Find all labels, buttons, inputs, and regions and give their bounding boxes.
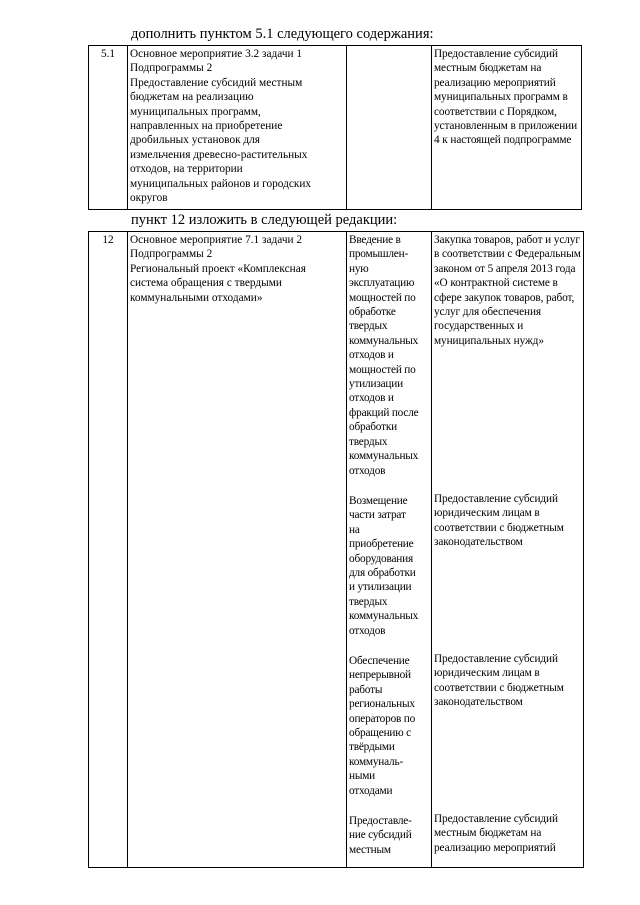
text-line: Основное мероприятие 3.2 задачи 1 bbox=[130, 48, 303, 60]
text-line: коммунальных bbox=[349, 610, 419, 623]
text-line: региональных bbox=[349, 698, 415, 711]
text-line: муниципальных программ, bbox=[130, 105, 261, 118]
text-line: юридическим лицам в bbox=[434, 667, 540, 680]
mechanism-block-3 bbox=[434, 652, 581, 812]
text-line: муниципальных программ в bbox=[434, 91, 568, 104]
text-line: 4 к настоящей подпрограмме bbox=[434, 134, 572, 147]
text-line: фракций после bbox=[349, 406, 419, 419]
text-line: соответствии с бюджетным bbox=[434, 521, 564, 534]
text-line: государственных и bbox=[434, 320, 524, 333]
text-line: отходов, на территории bbox=[130, 163, 243, 176]
row-5-1-activity bbox=[128, 46, 347, 210]
text-line: обработки bbox=[349, 421, 397, 434]
text-line: сфере закупок товаров, работ, bbox=[434, 291, 575, 304]
text-line: на bbox=[349, 523, 360, 536]
text-line: отходов bbox=[349, 624, 386, 637]
row-12-mechanism-column bbox=[432, 232, 584, 868]
text-line: Основное мероприятие 7.1 задачи 2 bbox=[130, 234, 303, 246]
text-line: твердых bbox=[349, 320, 388, 333]
text-line: утилизации bbox=[349, 378, 403, 391]
result-block-1 bbox=[349, 233, 429, 478]
text-line: промышлен- bbox=[349, 248, 409, 261]
text-line: соответствии с бюджетным bbox=[434, 681, 564, 694]
text-line: коммунальными отходами» bbox=[130, 291, 263, 304]
row-number-5-1: 5.1 bbox=[89, 46, 128, 210]
text-line: местным bbox=[349, 843, 391, 856]
intro-text-12: пункт 12 изложить в следующей редакции: bbox=[131, 212, 398, 228]
text-line: Обеспечение bbox=[349, 654, 410, 667]
text-line: для обработки bbox=[349, 566, 416, 579]
text-line: отходов и bbox=[349, 349, 394, 362]
mechanism-block-1 bbox=[434, 233, 581, 492]
text-line: юридическим лицам в bbox=[434, 507, 540, 520]
text-line: мощностей по bbox=[349, 363, 416, 376]
text-line: обработке bbox=[349, 306, 396, 319]
text-line: измельчения древесно-растительных bbox=[130, 148, 308, 161]
table-row bbox=[89, 232, 584, 868]
text-line: и утилизации bbox=[349, 581, 412, 594]
mechanism-block-2 bbox=[434, 492, 581, 652]
text-line: законодательством bbox=[434, 696, 523, 709]
result-block-4 bbox=[349, 814, 429, 857]
text-line: коммунальных bbox=[349, 334, 419, 347]
text-line: Предоставление субсидий bbox=[434, 493, 558, 505]
text-line: муниципальных нужд» bbox=[434, 334, 544, 347]
text-line: Подпрограммы 2 bbox=[130, 62, 213, 75]
text-line: части затрат bbox=[349, 509, 406, 522]
text-line: коммуналь- bbox=[349, 755, 404, 768]
text-line: операторов по bbox=[349, 712, 416, 725]
text-line: ние субсидий bbox=[349, 829, 412, 842]
text-line: система обращения с твердыми bbox=[130, 277, 282, 290]
text-line: ными bbox=[349, 770, 376, 783]
mechanism-block-4 bbox=[434, 812, 581, 855]
row-5-1-mechanism bbox=[432, 46, 582, 210]
text-line: реализацию мероприятий bbox=[434, 841, 556, 854]
text-line: оборудования bbox=[349, 552, 413, 565]
row-12-result-column bbox=[347, 232, 432, 868]
text-line: непрерывной bbox=[349, 669, 411, 682]
text-line: округов bbox=[130, 192, 168, 205]
result-block-2 bbox=[349, 494, 429, 638]
row-12-activity bbox=[128, 232, 347, 868]
text-line: Предоставление субсидий bbox=[434, 653, 558, 665]
text-line: «О контрактной системе в bbox=[434, 277, 558, 290]
intro-text-5-1: дополнить пунктом 5.1 следующего содержания: bbox=[131, 26, 434, 42]
text-line: обращению с bbox=[349, 727, 411, 739]
text-line: коммунальных bbox=[349, 450, 419, 463]
text-line: мощностей по bbox=[349, 291, 416, 304]
text-line: муниципальных районов и городских bbox=[130, 177, 312, 190]
text-line: законом от 5 апреля 2013 года bbox=[434, 262, 576, 275]
text-line: реализацию мероприятий bbox=[434, 76, 556, 89]
text-line: эксплуатацию bbox=[349, 277, 415, 290]
text-line: дробильных установок для bbox=[130, 134, 260, 147]
text-line: работы bbox=[349, 683, 383, 696]
text-line: Закупка товаров, работ и услуг bbox=[434, 234, 580, 246]
text-line: ную bbox=[349, 262, 369, 275]
text-line: Возмещение bbox=[349, 494, 408, 507]
text-line: Региональный проект «Комплексная bbox=[130, 262, 306, 275]
row-5-1-empty-cell bbox=[347, 46, 432, 210]
text-line: твердых bbox=[349, 435, 388, 448]
text-line: Предоставление субсидий bbox=[434, 48, 558, 60]
text-line: соответствии с Порядком, bbox=[434, 105, 557, 118]
text-line: отходов и bbox=[349, 392, 394, 405]
text-line: Предоставление субсидий местным bbox=[130, 76, 303, 89]
text-line: отходов bbox=[349, 464, 386, 477]
table-row bbox=[89, 46, 582, 210]
text-line: установленным в приложении bbox=[434, 120, 578, 133]
result-block-3 bbox=[349, 654, 429, 798]
text-line: местным бюджетам на bbox=[434, 62, 542, 75]
text-line: направленных на приобретение bbox=[130, 120, 283, 133]
text-line: отходами bbox=[349, 784, 393, 797]
text-line: Предоставление субсидий bbox=[434, 813, 558, 825]
text-line: в соответствии с Федеральным bbox=[434, 248, 581, 261]
text-line: бюджетам на реализацию bbox=[130, 91, 254, 104]
text-line: твёрдыми bbox=[349, 741, 395, 754]
text-line: Предоставле- bbox=[349, 815, 412, 828]
text-line: твердых bbox=[349, 595, 388, 608]
text-line: Подпрограммы 2 bbox=[130, 248, 213, 261]
row-number-12: 12 bbox=[89, 232, 128, 868]
table-row-12 bbox=[88, 231, 584, 868]
text-line: местным бюджетам на bbox=[434, 827, 542, 840]
text-line: Введение в bbox=[349, 234, 401, 246]
text-line: приобретение bbox=[349, 538, 414, 551]
text-line: законодательством bbox=[434, 536, 523, 549]
table-row-5-1 bbox=[88, 45, 582, 210]
text-line: услуг для обеспечения bbox=[434, 306, 542, 319]
